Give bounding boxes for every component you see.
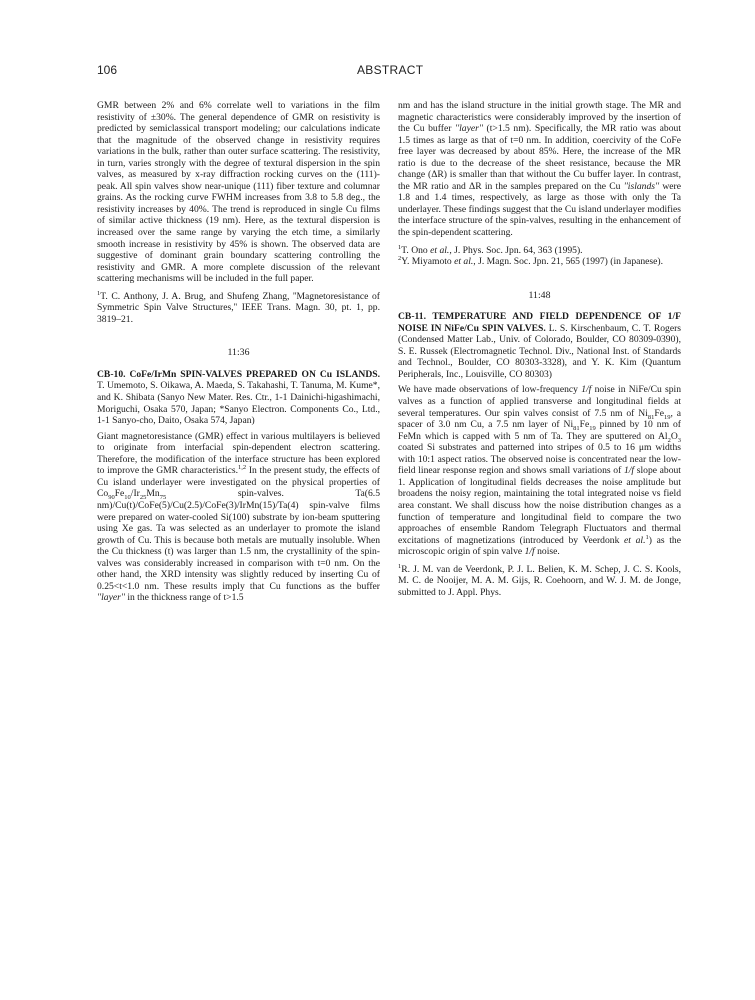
- session-time: 11:48: [528, 289, 551, 301]
- right-column: [398, 100, 681, 598]
- footnote-mark: 1: [398, 562, 402, 570]
- running-head: ABSTRACT: [357, 63, 424, 77]
- body-text: (t>1.5 nm). Specifically, the MR ratio was about 1.5 times as large as that of t=0 nm. In addition, coercivity of the CoFe free layer was decreased by about 85%. Here, the increase of the MR ratio is due to the decrease of the sheet resistance, because the MR change (ΔR) is smaller than that without the Cu buffer layer. In contrast, the MR ratio and ΔR in the samples prepared on the Cu: [398, 123, 681, 192]
- footnote: [97, 291, 380, 326]
- abstract-body: [97, 431, 380, 604]
- body-text: In the present study, the effects of Cu island underlayer were investigated on the physical properties of: [97, 465, 381, 488]
- body-text: spin-valves. Ta(6.5 nm)/Cu(t)/CoFe(5)/Cu(2.5)/CoFe(3)/IrMn(15)/Ta(4) spin-valve films were prepared on water-cooled Si(100) substrate by ion-beam sputtering using Xe gas. Ta was selected as an underlayer to promote the island growth of Cu. This is because both metals are mutually insoluble. When the Cu thickness (t) was larger than 1.5 nm, the crystallinity of the spin-valves was considerably increased in comparison with t=0 nm. On the other hand, the XRD intensity was slightly reduced by inserting Cu of 0.25<t<1.0 nm. These results imply that Cu functions as the buffer: [97, 488, 380, 592]
- italic-text: ''islands'': [623, 180, 660, 192]
- footnote: $^1$T. Ono et al., J. Phys. Soc. Jpn. 64, 363 (1995).: [398, 243, 583, 256]
- abstract-header: [97, 369, 380, 427]
- italic-text: ''layer'': [97, 592, 125, 604]
- session-time: 11:36: [227, 347, 250, 359]
- body-text: nm and has the island structure in the initial growth stage. The MR and magnetic characteristics were considerably improved by the insertion of the Cu buffer: [398, 100, 681, 135]
- citation-mark: 1,2: [238, 464, 247, 472]
- body-text: were 1.8 and 1.4 times, respectively, as large as those with only the Ta underlayer. These findings suggest that the Cu island underlayer modifies the interface structure of the spin-valves, resulting in the enhancement of the spin-dependent scattering.: [398, 180, 681, 239]
- abstract-header: [398, 311, 681, 380]
- footnote: [398, 564, 681, 599]
- left-column: [97, 100, 380, 610]
- abstract-title: CB-10. CoFe/IrMn SPIN-VALVES PREPARED ON Cu ISLANDS.: [97, 368, 380, 380]
- footnotes: [97, 291, 380, 326]
- abstract-title: CB-11. TEMPERATURE AND FIELD DEPENDENCE OF 1/F NOISE IN NiFe/Cu SPIN VALVES.: [398, 311, 681, 334]
- abstract-authors: T. Umemoto, S. Oikawa, A. Maeda, S. Takahashi, T. Tanuma, M. Kume*, and K. Shibata (Sanyo New Mater. Res. Ctr., 1-1 Dainichi-higashimachi, Moriguchi, Osaka 570, Japan; *Sanyo Electron. Components Co., Ltd., 1-1 Sanyo-cho, Daito, Osaka 574, Japan): [97, 380, 380, 427]
- abstract-body: We have made observations of low-frequency 1/f noise in NiFe/Cu spin valves as a function of applied transverse and longitudinal fields at several temperatures. Our spin valves consist of 7.5 nm of $Ni_{81}Fe_{19}$, a spacer of 3.0 nm Cu, a 7.5 nm layer of $Ni_{81}Fe_{19}$ pinned by 10 nm of FeMn which is capped with 5 nm of Ta. They are sputtered on $Al_2O_3$ coated Si substrates and patterned into stripes of 0.5 to 16 μm widths with 10:1 aspect ratios. The observed noise is concentrated near the low-field linear response region and shows small variations of 1/f slope about 1. Application of longitudinal fields decreases the noise amplitude but broadens the noisy region, maintaining the total integrated noise vs field area constant. We shall discuss how the noise distribution changes as a function of temperature and longitudinal field to compare the two approaches of ensemble Random Telegraph Fluctuators and thermal excitations of magnetizations (introduced by Veerdonk et al.$^1$) as the microscopic origin of spin valve 1/f noise.: [398, 384, 682, 558]
- continued-paragraph: GMR between 2% and 6% correlate well to variations in the film resistivity of ±30%. The general dependence of GMR on resistivity is predicted by semiclassical transport modeling; our calculations indicate that the magnitude of the observed change in resistivity requires variations in the bulk, rather than outer surface scattering. The resistivity, in turn, varies strongly with the degree of textural dispersion in the spin valves, as measured by x-ray diffraction rocking curves on the (111)-peak. All spin valves show near-unique (111) fiber texture and columnar grains. As the rocking curve FWHM increases from 3.8 to 5.8 deg., the resistivity increases by 40%. The trend is reproduced in single Cu films of similar active thickness (19 nm). Here, as the textural dispersion is increased over the same range by varying the etch time, a similarly smooth increase in resistivity by 45% is shown. The observed data are suggestive of dominant grain boundary scattering controlling the resistivity and GMR. A more complete discussion of the relevant scattering mechanisms will be included in the full paper.: [97, 100, 380, 285]
- footnote-mark: 1: [97, 289, 101, 297]
- body-text: Giant magnetoresistance (GMR) effect in various multilayers is believed to originate from interfacial spin-dependent electron scattering. Therefore, the modification of the interface structure has been explored to improve the GMR characteristics.: [97, 430, 380, 477]
- footnotes: [398, 245, 681, 268]
- continued-paragraph: [398, 100, 681, 239]
- footnote-mark: 2: [398, 254, 402, 262]
- page-number: 106: [97, 63, 118, 77]
- abstract-authors: L. S. Kirschenbaum, C. T. Rogers (Condensed Matter Lab., Univ. of Colorado, Boulder, CO 80309-0390), S. E. Russek (Electromagnetic Technol. Div., National Inst. of Standards and Technol., Boulder, CO 80303-3328), and Y. K. Kim (Quantum Peripherals, Inc., Louisville, CO 80303): [398, 322, 682, 380]
- italic-text: ''layer'': [455, 123, 483, 135]
- footnote-mark: 1: [398, 243, 402, 251]
- body-text: in the thickness range of t>1.5: [124, 592, 244, 604]
- footnote-text: R. J. M. van de Veerdonk, P. J. L. Belien, K. M. Schep, J. C. S. Kools, M. C. de Nooijer, M. A. M. Gijs, R. Coehoorn, and W. J. M. de Jonge, submitted to J. Appl. Phys.: [398, 563, 681, 598]
- footnote: $^2$Y. Miyamoto et al., J. Magn. Soc. Jpn. 21, 565 (1997) (in Japanese).: [398, 254, 664, 268]
- formula: $Co_{90}Fe_{10}/Ir_{25}Mn_{75}$: [97, 488, 167, 502]
- footnote-text: T. C. Anthony, J. A. Brug, and Shufeng Zhang, ''Magnetoresistance of Symmetric Spin Valve Structures,'' IEEE Trans. Magn. 30, pt. 1, pp. 3819–21.: [97, 290, 380, 325]
